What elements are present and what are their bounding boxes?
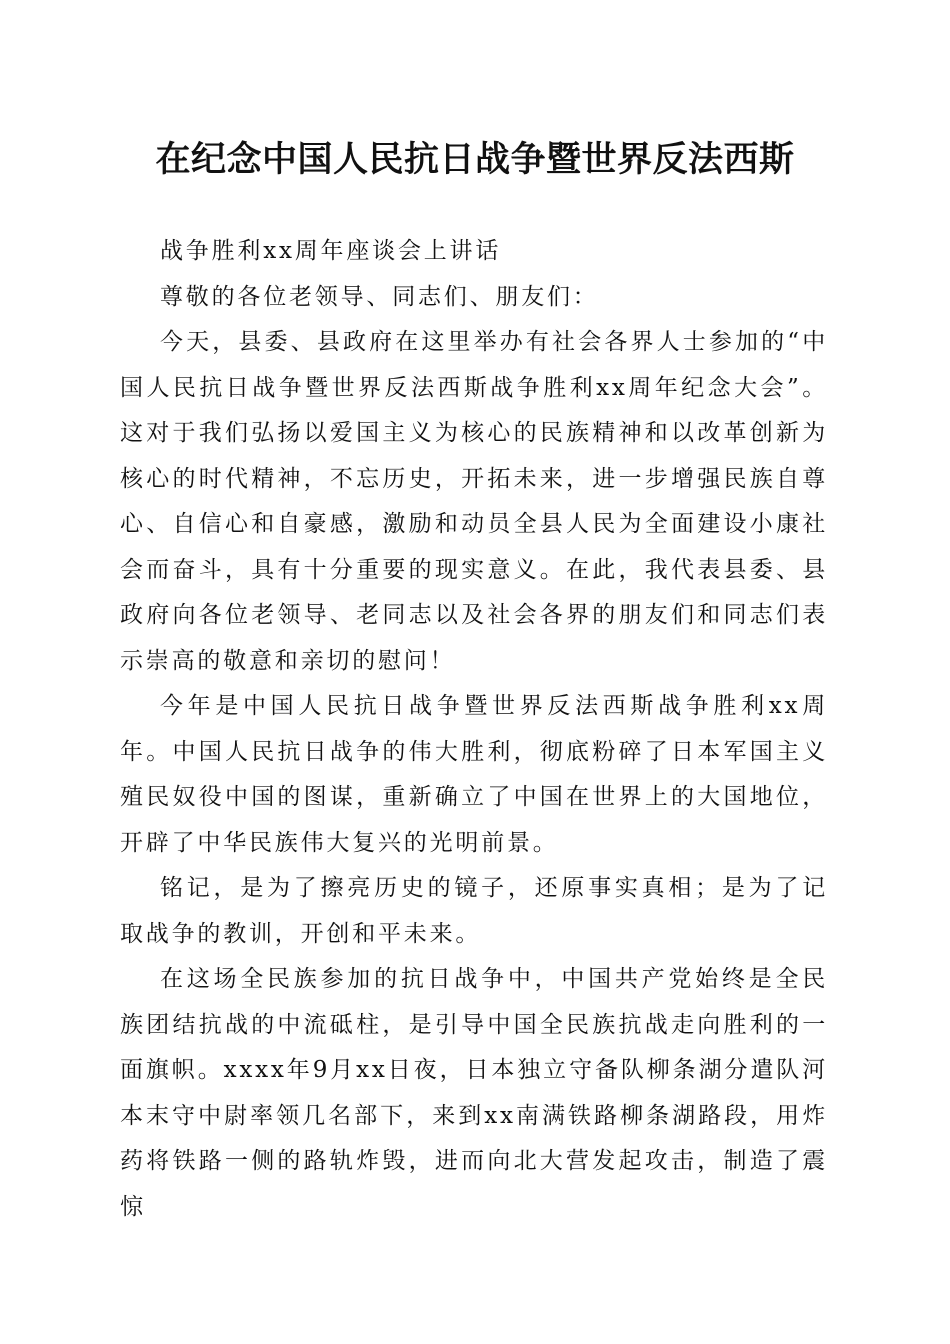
paragraph: 今年是中国人民抗日战争暨世界反法西斯战争胜利xx周年。中国人民抗日战争的伟大胜利，彻底粉碎了日本军国主义殖民奴役中国的图谋，重新确立了中国在世界上的大国地位，开辟了中华民族伟大复兴的光明前景。 <box>120 693 828 856</box>
paragraph: 铭记，是为了擦亮历史的镜子，还原事实真相；是为了记取战争的教训，开创和平未来。 <box>120 875 828 947</box>
paragraph: 今天，县委、县政府在这里举办有社会各界人士参加的“中国人民抗日战争暨世界反法西斯战争胜利xx周年纪念大会”。这对于我们弘扬以爱国主义为核心的民族精神和以改革创新为核心的时代精神，不忘历史，开拓未来，进一步增强民族自尊心、自信心和自豪感，激励和动员全县人民为全面建设小康社会而奋斗，具有十分重要的现实意义。在此，我代表县委、县政府向各位老领导、老同志以及社会各界的朋友们和同志们表示崇高的敬意和亲切的慰问！ <box>120 329 828 674</box>
document-body <box>120 229 828 1230</box>
paragraph-salutation: 尊敬的各位老领导、同志们、朋友们： <box>160 283 599 310</box>
paragraph-subtitle: 战争胜利xx周年座谈会上讲话 <box>160 238 502 264</box>
document-title: 在纪念中国人民抗日战争暨世界反法西斯 <box>155 140 795 180</box>
paragraph: 在这场全民族参加的抗日战争中，中国共产党始终是全民族团结抗战的中流砥柱，是引导中国全民族抗战走向胜利的一面旗帜。xxxx年9月xx日夜，日本独立守备队柳条湖分遣队河本末守中尉率领几名部下，来到xx南满铁路柳条湖路段，用炸药将铁路一侧的路轨炸毁，进而向北大营发起攻击，制造了震惊 <box>120 966 828 1220</box>
